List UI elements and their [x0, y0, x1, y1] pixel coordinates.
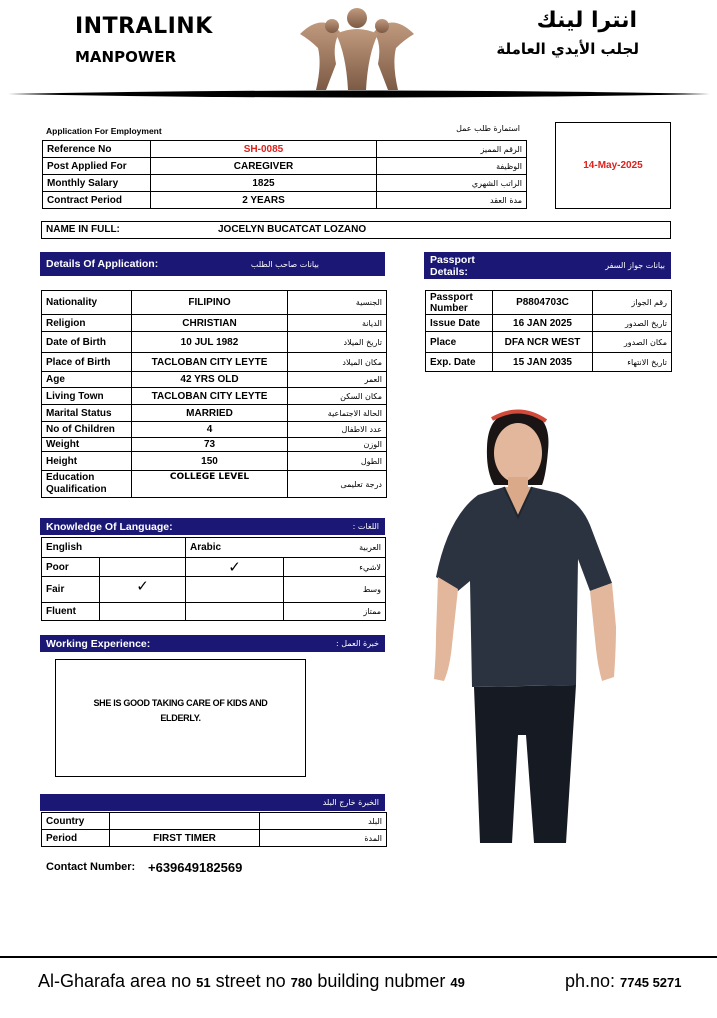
table-row [426, 332, 672, 353]
children-label: No of Children [42, 422, 132, 438]
table-row [42, 388, 387, 405]
reference-value: SH-0085 [151, 141, 377, 158]
place-value: DFA NCR WEST [493, 332, 593, 353]
table-row [42, 422, 387, 438]
country-label: Country [42, 813, 110, 830]
form-title-ar: استمارة طلب عمل [456, 124, 520, 133]
fluent-label-ar: ممتاز [284, 603, 386, 621]
language-header-ar: اللغات : [352, 522, 379, 531]
full-name-label: NAME IN FULL: [46, 224, 120, 235]
contact-label: Contact Number: [46, 861, 136, 873]
abroad-header [40, 794, 385, 811]
table-row [42, 372, 387, 388]
contract-value: 2 YEARS [151, 192, 377, 209]
poor-label-ar: لاشيء [284, 558, 386, 577]
age-label-ar: العمر [288, 372, 387, 388]
address-area-no: 51 [196, 975, 211, 990]
pob-value: TACLOBAN CITY LEYTE [132, 353, 288, 372]
fair-label-ar: وسط [284, 577, 386, 603]
religion-label: Religion [42, 315, 132, 332]
language-header-en: Knowledge Of Language: [46, 520, 173, 533]
table-row [426, 291, 672, 315]
experience-header-ar: خبرة العمل : [336, 639, 379, 648]
salary-label-ar: الراتب الشهري [377, 175, 527, 192]
fair-label: Fair [42, 577, 100, 603]
table-row [42, 438, 387, 452]
contract-label: Contract Period [43, 192, 151, 209]
reference-label-ar: الرقم المميز [377, 141, 527, 158]
address-part-3: building nubmer [312, 971, 451, 991]
marital-value: MARRIED [132, 405, 288, 422]
marital-label: Marital Status [42, 405, 132, 422]
table-row [42, 558, 386, 577]
date-box [555, 122, 671, 209]
arabic-label: Arabic [186, 538, 284, 558]
education-label-ar: درجة تعليمى [288, 471, 387, 498]
table-row [42, 813, 387, 830]
table-row [43, 192, 527, 209]
issue-date-label: Issue Date [426, 315, 493, 332]
passport-header-ar: بيانات جواز السفر [605, 261, 665, 270]
footer-divider [0, 956, 717, 958]
abroad-header-ar: الخبرة خارج البلد [322, 798, 379, 807]
footer-address [38, 971, 465, 992]
education-label: Education Qualification [42, 471, 132, 498]
table-row [42, 353, 387, 372]
table-row [426, 315, 672, 332]
address-part-2: street no [210, 971, 291, 991]
religion-label-ar: الديانة [288, 315, 387, 332]
dob-label: Date of Birth [42, 332, 132, 353]
age-label: Age [42, 372, 132, 388]
children-value: 4 [132, 422, 288, 438]
living-town-label: Living Town [42, 388, 132, 405]
phone-number[interactable]: 7745 5271 [620, 975, 682, 990]
company-logo [292, 4, 422, 90]
arabic-label-ar: العربية [284, 538, 386, 558]
applicant-photo [430, 405, 620, 845]
address-building-no: 49 [450, 975, 465, 990]
reference-label: Reference No [43, 141, 151, 158]
footer-phone [565, 971, 682, 992]
full-name-box [41, 221, 671, 239]
height-label-ar: الطول [288, 452, 387, 471]
language-table [41, 537, 386, 621]
passport-header [424, 252, 671, 279]
height-label: Height [42, 452, 132, 471]
table-row [42, 405, 387, 422]
post-label-ar: الوظيفة [377, 158, 527, 175]
pob-label-ar: مكان الميلاد [288, 353, 387, 372]
period-label: Period [42, 830, 110, 847]
post-value: CAREGIVER [151, 158, 377, 175]
nationality-label: Nationality [42, 291, 132, 315]
phone-label: ph.no: [565, 971, 621, 991]
english-label: English [42, 538, 186, 558]
brand-subtitle-ar: لجلب الأيدي العاملة [496, 40, 639, 58]
arabic-poor-check[interactable]: ✓ [186, 558, 284, 577]
contract-label-ar: مدة العقد [377, 192, 527, 209]
abroad-table [41, 812, 387, 847]
children-label-ar: عدد الاطفال [288, 422, 387, 438]
details-header-ar: بيانات صاحب الطلب [250, 259, 319, 269]
brand-subtitle-en: MANPOWER [75, 48, 177, 66]
application-table [42, 140, 527, 209]
form-title-en: Application For Employment [46, 126, 162, 136]
details-table [41, 290, 387, 498]
brand-name-ar: انترا لينك [536, 8, 637, 33]
issue-date-value: 16 JAN 2025 [493, 315, 593, 332]
religion-value: CHRISTIAN [132, 315, 288, 332]
experience-text: SHE IS GOOD TAKING CARE OF KIDS AND ELDERLY. [93, 698, 268, 723]
english-fair-check[interactable]: ✓ [100, 577, 186, 603]
details-header-en: Details Of Application: [46, 258, 159, 270]
english-fluent-check[interactable] [100, 603, 186, 621]
table-row [43, 175, 527, 192]
living-town-label-ar: مكان السكن [288, 388, 387, 405]
salary-label: Monthly Salary [43, 175, 151, 192]
brand-name-en: INTRALINK [75, 14, 213, 39]
table-row [42, 291, 387, 315]
address-street-no: 780 [290, 975, 313, 990]
passport-number-label-ar: رقم الجواز [593, 291, 672, 315]
passport-number-label: Passport Number [426, 291, 493, 315]
salary-value: 1825 [151, 175, 377, 192]
passport-header-en: Passport Details: [430, 253, 475, 278]
table-row [42, 332, 387, 353]
contact-number[interactable]: +639649182569 [148, 860, 243, 875]
table-row [426, 353, 672, 372]
table-row [42, 538, 386, 558]
pob-label: Place of Birth [42, 353, 132, 372]
dob-value: 10 JUL 1982 [132, 332, 288, 353]
address-part-1: Al-Gharafa area no [38, 971, 197, 991]
dob-label-ar: تاريخ الميلاد [288, 332, 387, 353]
issue-date-label-ar: تاريخ الصدور [593, 315, 672, 332]
place-label-ar: مكان الصدور [593, 332, 672, 353]
living-town-value: TACLOBAN CITY LEYTE [132, 388, 288, 405]
passport-number-value: P8804703C [493, 291, 593, 315]
fluent-label: Fluent [42, 603, 100, 621]
experience-box [55, 659, 306, 777]
country-label-ar: البلد [260, 813, 387, 830]
nationality-label-ar: الجنسية [288, 291, 387, 315]
exp-date-label: Exp. Date [426, 353, 493, 372]
application-date: 14-May-2025 [583, 160, 643, 171]
language-header [40, 518, 385, 535]
education-value: COLLEGE LEVEL [132, 471, 288, 498]
place-label: Place [426, 332, 493, 353]
table-row [42, 315, 387, 332]
arabic-fair-check[interactable] [186, 577, 284, 603]
period-value: FIRST TIMER [110, 830, 260, 847]
experience-header [40, 635, 385, 652]
height-value: 150 [132, 452, 288, 471]
english-poor-check[interactable] [100, 558, 186, 577]
table-row [42, 830, 387, 847]
nationality-value: FILIPINO [132, 291, 288, 315]
poor-label: Poor [42, 558, 100, 577]
exp-date-label-ar: تاريخ الانتهاء [593, 353, 672, 372]
post-label: Post Applied For [43, 158, 151, 175]
table-row [42, 471, 387, 498]
weight-label-ar: الوزن [288, 438, 387, 452]
arabic-fluent-check[interactable] [186, 603, 284, 621]
details-header [40, 252, 385, 276]
table-row [43, 158, 527, 175]
experience-header-en: Working Experience: [46, 637, 151, 650]
full-name-value: JOCELYN BUCATCAT LOZANO [218, 224, 367, 235]
period-label-ar: المدة [260, 830, 387, 847]
age-value: 42 YRS OLD [132, 372, 288, 388]
table-row [42, 577, 386, 603]
marital-label-ar: الحالة الاجتماعية [288, 405, 387, 422]
country-value [110, 813, 260, 830]
table-row [42, 452, 387, 471]
weight-value: 73 [132, 438, 288, 452]
table-row [43, 141, 527, 158]
header-divider [8, 86, 710, 96]
weight-label: Weight [42, 438, 132, 452]
table-row [42, 603, 386, 621]
passport-table [425, 290, 672, 372]
exp-date-value: 15 JAN 2035 [493, 353, 593, 372]
